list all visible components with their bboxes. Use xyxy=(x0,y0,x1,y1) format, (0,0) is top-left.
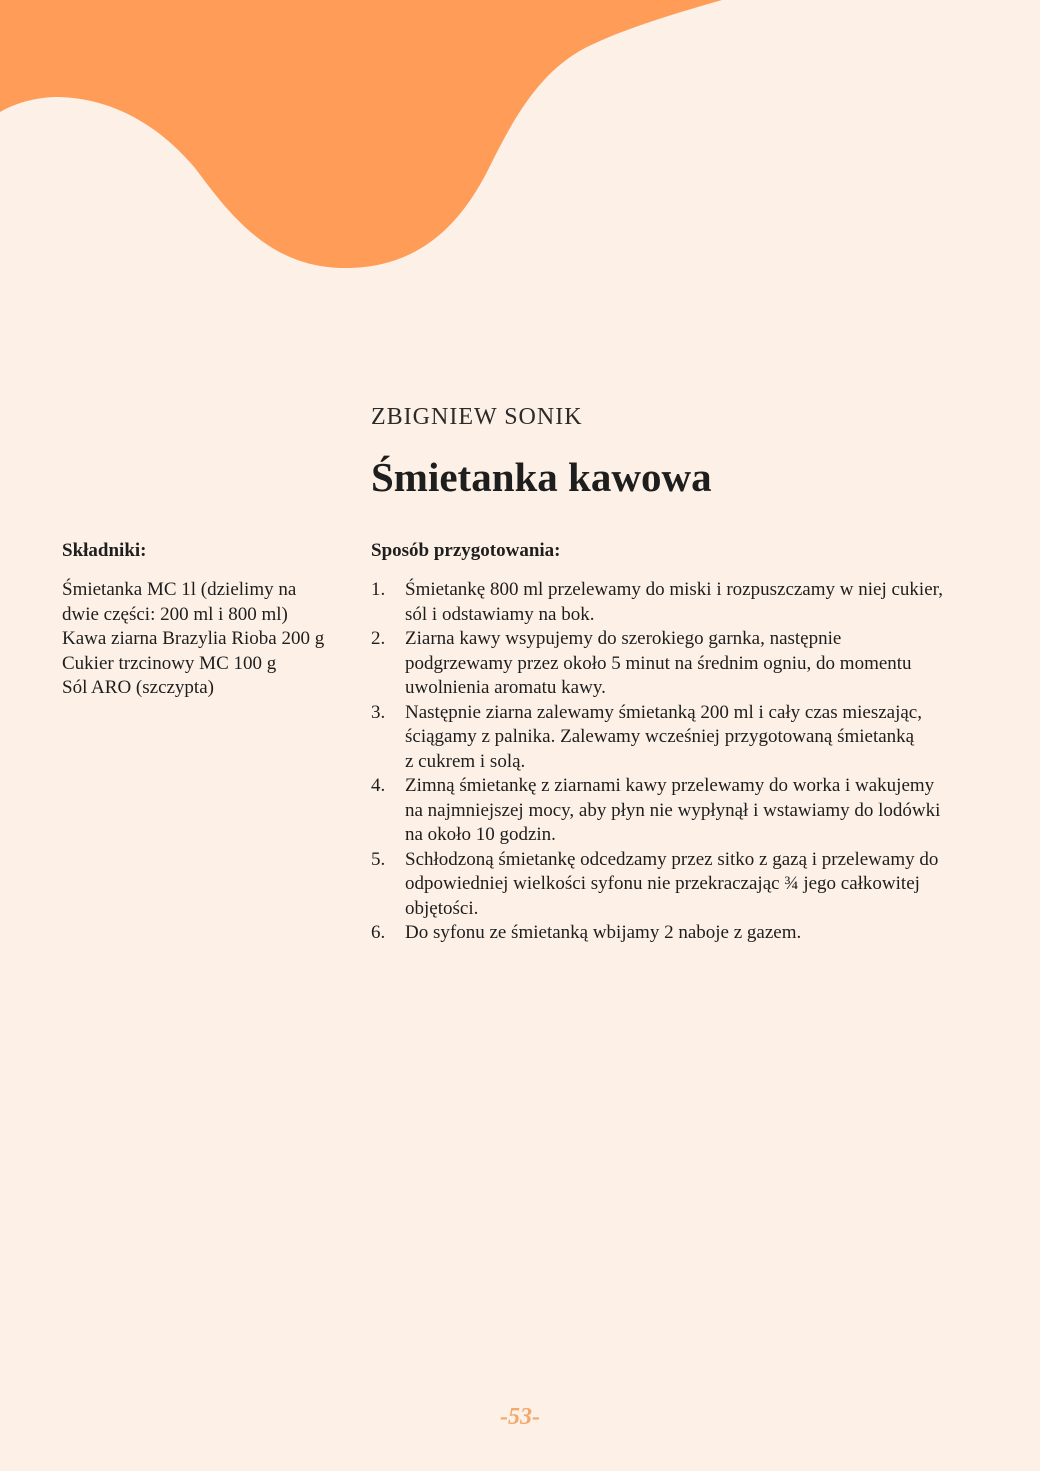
step-text xyxy=(405,701,981,775)
author-name: ZBIGNIEW SONIK xyxy=(371,404,583,430)
step-text xyxy=(405,774,981,848)
step-number: 3. xyxy=(371,701,386,723)
ingredient-line: Sól ARO (szczypta) xyxy=(62,677,214,698)
step-line: na około 10 godzin. xyxy=(405,824,556,845)
step-text xyxy=(405,578,981,627)
step-line: Śmietankę 800 ml przelewamy do miski i rozpuszczamy w niej cukier, xyxy=(405,579,943,600)
step-item xyxy=(371,921,981,946)
step-line: uwolnienia aromatu kawy. xyxy=(405,677,606,698)
step-number: 5. xyxy=(371,848,386,870)
step-item xyxy=(371,701,981,775)
ingredient-line: dwie części: 200 ml i 800 ml) xyxy=(62,603,288,625)
step-line: podgrzewamy przez około 5 minut na średnim ogniu, do momentu xyxy=(405,652,912,674)
step-item xyxy=(371,578,981,627)
step-text xyxy=(405,627,981,701)
step-line: objętości. xyxy=(405,897,479,919)
step-item xyxy=(371,848,981,922)
step-line: Do syfonu ze śmietanką wbijamy 2 naboje z gazem. xyxy=(405,922,802,943)
ingredients-list xyxy=(62,578,352,701)
ingredient-line: Cukier trzcinowy MC 100 g xyxy=(62,652,277,674)
step-item xyxy=(371,627,981,701)
step-line: ściągamy z palnika. Zalewamy wcześniej przygotowaną śmietanką xyxy=(405,726,915,747)
step-number: 1. xyxy=(371,579,386,600)
recipe-title: Śmietanka kawowa xyxy=(371,454,712,500)
step-number: 6. xyxy=(371,922,386,943)
ingredients-heading: Składniki: xyxy=(62,540,147,561)
step-line: Schłodzoną śmietankę odcedzamy przez sitko z gazą i przelewamy do xyxy=(405,848,939,870)
preparation-steps xyxy=(371,578,981,946)
step-number: 4. xyxy=(371,775,386,796)
step-line: sól i odstawiamy na bok. xyxy=(405,603,595,625)
step-line: na najmniejszej mocy, aby płyn nie wypłynął i wstawiamy do lodówki xyxy=(405,799,941,821)
step-line: Zimną śmietankę z ziarnami kawy przelewamy do worka i wakujemy xyxy=(405,775,935,796)
step-line: odpowiedniej wielkości syfonu nie przekraczając ¾ jego całkowitej xyxy=(405,873,920,894)
ingredient-line: Śmietanka MC 1l (dzielimy na xyxy=(62,579,297,600)
ingredient-line: Kawa ziarna Brazylia Rioba 200 g xyxy=(62,628,325,649)
step-text xyxy=(405,848,981,922)
decorative-orange-blob xyxy=(0,0,1040,290)
step-line: Ziarna kawy wsypujemy do szerokiego garnka, następnie xyxy=(405,628,842,649)
step-number: 2. xyxy=(371,628,386,649)
step-item xyxy=(371,774,981,848)
preparation-heading: Sposób przygotowania: xyxy=(371,540,561,561)
page-number: -53- xyxy=(500,1404,540,1430)
step-line: Następnie ziarna zalewamy śmietanką 200 ml i cały czas mieszając, xyxy=(405,701,922,723)
step-line: z cukrem i solą. xyxy=(405,750,526,772)
step-text xyxy=(405,921,981,946)
